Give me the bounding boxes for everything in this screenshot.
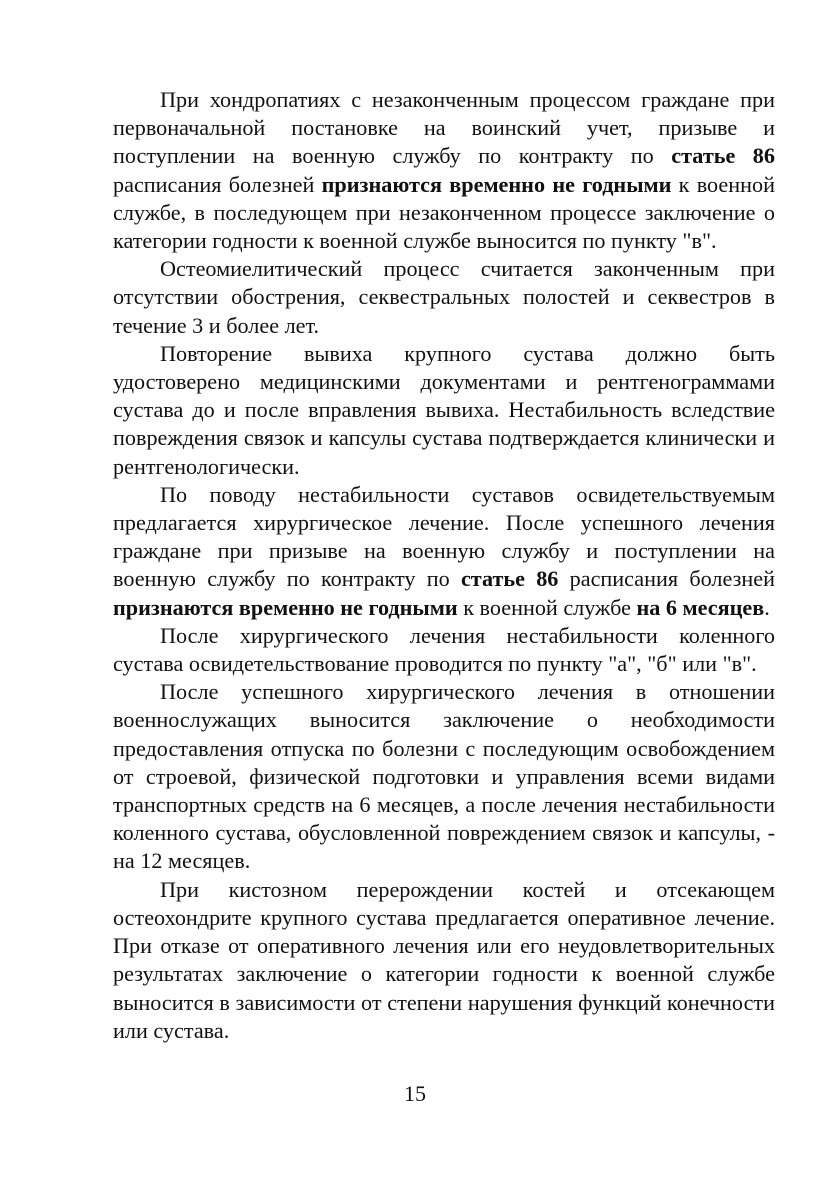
bold-duration: на 6 месяцев: [636, 594, 765, 620]
paragraph-osteomyelitis: [113, 255, 775, 340]
text-run: к военной службе: [457, 594, 637, 620]
paragraph-instability-treatment: [113, 481, 775, 622]
text-run: к военной службе, в последующем при незаконченном процессе заключение о категории годности к военной службе выносится по пункту "в".: [113, 171, 775, 254]
bold-unfit-verdict: признаются временно не годными: [113, 594, 458, 620]
paragraph-post-surgery-leave: [113, 678, 775, 875]
page-number: 15: [404, 1081, 426, 1106]
text-run: расписания болезней: [558, 566, 775, 592]
paragraph-dislocation: [113, 340, 775, 481]
bold-article-ref: статье 86: [460, 566, 559, 592]
bold-unfit-verdict: признаются временно не годными: [321, 171, 672, 197]
text-run: .: [764, 594, 770, 620]
paragraph-chondropathy: [113, 86, 775, 255]
text-run: Остеомиелитический процесс считается законченным при отсутствии обострения, секвестральных полостей и секвестров в течение 3 и более лет.: [113, 256, 775, 338]
text-run: Повторение вывиха крупного сустава должно быть удостоверено медицинскими документами и рентгенограммами сустава до и после вправления вывиха. Нестабильность вследствие повреждения связок и капсулы сустава подтверждается клинически и рентгенологически.: [113, 340, 775, 479]
bold-article-ref: статье 86: [671, 143, 775, 169]
text-run: По поводу нестабильности суставов освидетельствуемым предлагается хирургическое лечение. После успешного лечения граждане при призыве на военную службу и поступлении на военную службу по контракту по: [113, 481, 775, 592]
document-body: [113, 86, 775, 1045]
text-run: При хондропатиях с незаконченным процессом граждане при первоначальной постановке на воинский учет, призыве и поступлении на военную службу по контракту по: [113, 87, 775, 169]
text-run: После хирургического лечения нестабильности коленного сустава освидетельствование проводится по пункту "а", "б" или "в".: [113, 622, 775, 677]
text-run: При кистозном перерождении костей и отсекающем остеохондрите крупного сустава предлагается оперативное лечение. При отказе от оперативного лечения или его неудовлетворительных результатах заключение о категории годности к военной службе выносится в зависимости от степени нарушения функций конечности или сустава.: [113, 876, 775, 1043]
text-run: После успешного хирургического лечения в отношении военнослужащих выносится заключение о необходимости предоставления отпуска по болезни с последующим освобождением от строевой, физической подготовки и управления всеми видами транспортных средств на 6 месяцев, а после лечения нестабильности коленного сустава, обусловленной повреждением связок и капсулы, - на 12 месяцев.: [113, 679, 775, 874]
paragraph-cystic-degeneration: [113, 876, 775, 1045]
paragraph-knee-surgery: [113, 622, 775, 678]
text-run: расписания болезней: [113, 171, 322, 197]
